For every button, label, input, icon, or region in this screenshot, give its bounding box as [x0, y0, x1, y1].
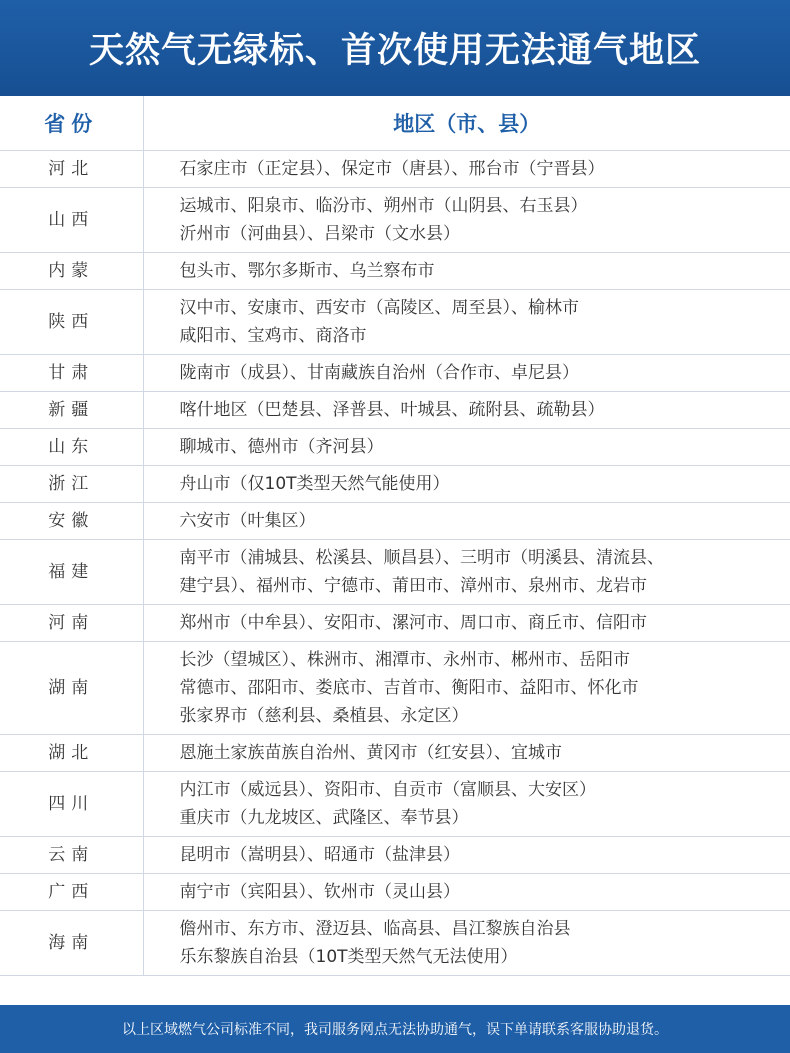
area-cell: [143, 429, 790, 466]
area-cell: [143, 837, 790, 874]
province-cell: 山东: [0, 429, 143, 466]
table-body: [0, 151, 790, 976]
area-line: 建宁县）、福州市、宁德市、莆田市、漳州市、泉州市、龙岩市: [179, 576, 647, 596]
province-cell: 甘肃: [0, 355, 143, 392]
province-cell: 湖南: [0, 642, 143, 735]
area-cell: [143, 355, 790, 392]
area-cell: [143, 392, 790, 429]
area-cell: [143, 735, 790, 772]
province-cell: 内蒙: [0, 253, 143, 290]
area-line: 汉中市、安康市、西安市（高陵区、周至县）、榆林市: [179, 298, 579, 318]
area-cell: [143, 466, 790, 503]
footer-text: 以上区域燃气公司标准不同，我司服务网点无法协助通气，误下单请联系客服协助退货。: [122, 1022, 668, 1038]
area-line: 郑州市（中牟县）、安阳市、漯河市、周口市、商丘市、信阳市: [179, 613, 647, 633]
area-line: 恩施土家族苗族自治州、黄冈市（红安县）、宜城市: [179, 743, 562, 763]
table-header-row: [0, 96, 790, 151]
table-row: [0, 429, 790, 466]
table-row: [0, 837, 790, 874]
table-row: [0, 503, 790, 540]
area-line: 常德市、邵阳市、娄底市、吉首市、衡阳市、益阳市、怀化市: [179, 678, 639, 698]
area-cell: [143, 642, 790, 735]
province-cell: 陕西: [0, 290, 143, 355]
table-row: [0, 911, 790, 976]
table-row: [0, 466, 790, 503]
column-header-area: 地区（市、县）: [143, 96, 790, 151]
title-banner: [0, 0, 790, 96]
area-line: 运城市、阳泉市、临汾市、朔州市（山阴县、右玉县）: [179, 196, 588, 216]
area-line: 南平市（浦城县、松溪县、顺昌县）、三明市（明溪县、清流县、: [179, 548, 664, 568]
area-cell: [143, 874, 790, 911]
province-cell: 广西: [0, 874, 143, 911]
area-cell: [143, 605, 790, 642]
area-line: 陇南市（成县）、甘南藏族自治州（合作市、卓尼县）: [179, 363, 579, 383]
table-row: [0, 290, 790, 355]
table-row: [0, 540, 790, 605]
table-row: [0, 735, 790, 772]
province-cell: 云南: [0, 837, 143, 874]
area-line: 包头市、鄂尔多斯市、乌兰察布市: [179, 261, 435, 281]
province-cell: 湖北: [0, 735, 143, 772]
area-line: 内江市（威远县）、资阳市、自贡市（富顺县、大安区）: [179, 780, 596, 800]
area-line: 舟山市（仅10T类型天然气能使用）: [179, 474, 450, 494]
province-cell: 福建: [0, 540, 143, 605]
table-row: [0, 772, 790, 837]
area-cell: [143, 188, 790, 253]
area-line: 长沙（望城区）、株洲市、湘潭市、永州市、郴州市、岳阳市: [179, 650, 630, 670]
province-cell: 新疆: [0, 392, 143, 429]
province-cell: 安徽: [0, 503, 143, 540]
area-line: 昆明市（嵩明县）、昭通市（盐津县）: [179, 845, 460, 865]
table-row: [0, 253, 790, 290]
table-row: [0, 392, 790, 429]
area-line: 聊城市、德州市（齐河县）: [179, 437, 384, 457]
area-cell: [143, 540, 790, 605]
area-line: 咸阳市、宝鸡市、商洛市: [179, 326, 367, 346]
province-cell: 河南: [0, 605, 143, 642]
area-cell: [143, 503, 790, 540]
area-cell: [143, 151, 790, 188]
column-header-province: 省份: [0, 96, 143, 151]
area-line: 重庆市（九龙坡区、武隆区、奉节县）: [179, 808, 469, 828]
area-cell: [143, 772, 790, 837]
area-line: 沂州市（河曲县）、吕梁市（文水县）: [179, 224, 460, 244]
area-cell: [143, 290, 790, 355]
page-title: 天然气无绿标、首次使用无法通气地区: [88, 31, 701, 71]
area-line: 南宁市（宾阳县）、钦州市（灵山县）: [179, 882, 460, 902]
table-row: [0, 605, 790, 642]
table-row: [0, 355, 790, 392]
province-cell: 浙江: [0, 466, 143, 503]
province-cell: 海南: [0, 911, 143, 976]
table-row: [0, 874, 790, 911]
province-cell: 河北: [0, 151, 143, 188]
footer-notice: [0, 1005, 790, 1053]
area-line: 六安市（叶集区）: [179, 511, 316, 531]
table-row: [0, 151, 790, 188]
province-cell: 山西: [0, 188, 143, 253]
regions-table: [0, 96, 790, 976]
area-line: 张家界市（慈利县、桑植县、永定区）: [179, 706, 469, 726]
province-cell: 四川: [0, 772, 143, 837]
table-row: [0, 188, 790, 253]
area-cell: [143, 911, 790, 976]
area-line: 石家庄市（正定县）、保定市（唐县）、邢台市（宁晋县）: [179, 159, 605, 179]
area-cell: [143, 253, 790, 290]
area-line: 喀什地区（巴楚县、泽普县、叶城县、疏附县、疏勒县）: [179, 400, 605, 420]
area-line: 儋州市、东方市、澄迈县、临高县、昌江黎族自治县: [179, 919, 571, 939]
table-row: [0, 642, 790, 735]
area-line: 乐东黎族自治县（10T类型天然气无法使用）: [179, 947, 518, 967]
